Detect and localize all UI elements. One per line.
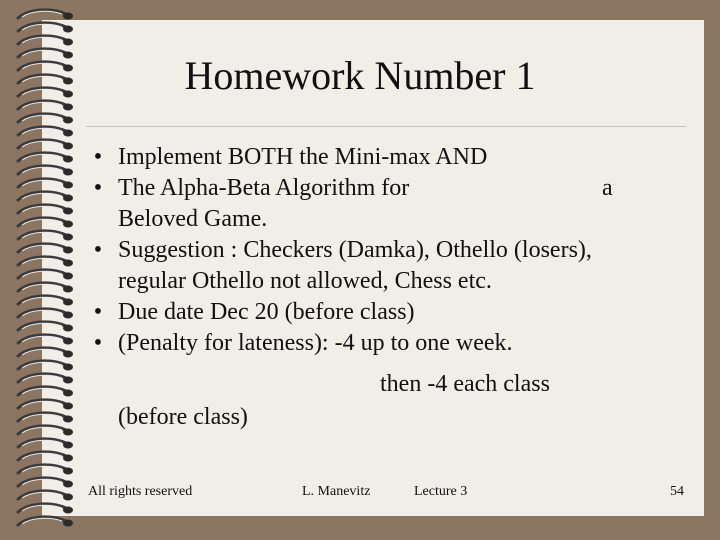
- bullet-item: [86, 297, 686, 328]
- bullet-dot-icon: •: [93, 175, 103, 201]
- bullet-text: Due date Dec 20 (before class): [118, 299, 415, 325]
- bullet-dot-icon: •: [93, 299, 103, 325]
- bullet-dot-icon: •: [93, 144, 103, 170]
- footer-page-number: 54: [670, 484, 684, 499]
- bullet-item: [86, 173, 686, 235]
- footer-author: L. Manevitz: [302, 484, 371, 499]
- bullet-text-continuation: Beloved Game.: [118, 206, 268, 232]
- bullet-text: The Alpha-Beta Algorithm for: [118, 175, 410, 201]
- bullet-dot-icon: •: [93, 330, 103, 356]
- bullet-list: [86, 142, 686, 433]
- footer-rights: All rights reserved: [88, 484, 193, 499]
- bullet-item: [86, 235, 686, 297]
- bullet-item: [86, 142, 686, 173]
- bullet-text-continuation: regular Othello not allowed, Chess etc.: [118, 268, 492, 294]
- bullet-text: Suggestion : Checkers (Damka), Othello (losers),: [118, 237, 592, 263]
- footer-lecture: Lecture 3: [414, 484, 468, 499]
- bullet-text: (Penalty for lateness): -4 up to one week.: [118, 330, 513, 356]
- bullet-text-tail: a: [602, 175, 613, 201]
- bullet-text: Implement BOTH the Mini-max AND: [118, 144, 488, 170]
- slide-title: Homework Number 1: [184, 53, 536, 98]
- bullet-text-continuation: (before class): [118, 404, 248, 430]
- title-divider: [86, 126, 686, 127]
- bullet-dot-icon: •: [93, 237, 103, 263]
- bullet-text-continuation: then -4 each class: [380, 371, 550, 397]
- bullet-item: [86, 328, 686, 433]
